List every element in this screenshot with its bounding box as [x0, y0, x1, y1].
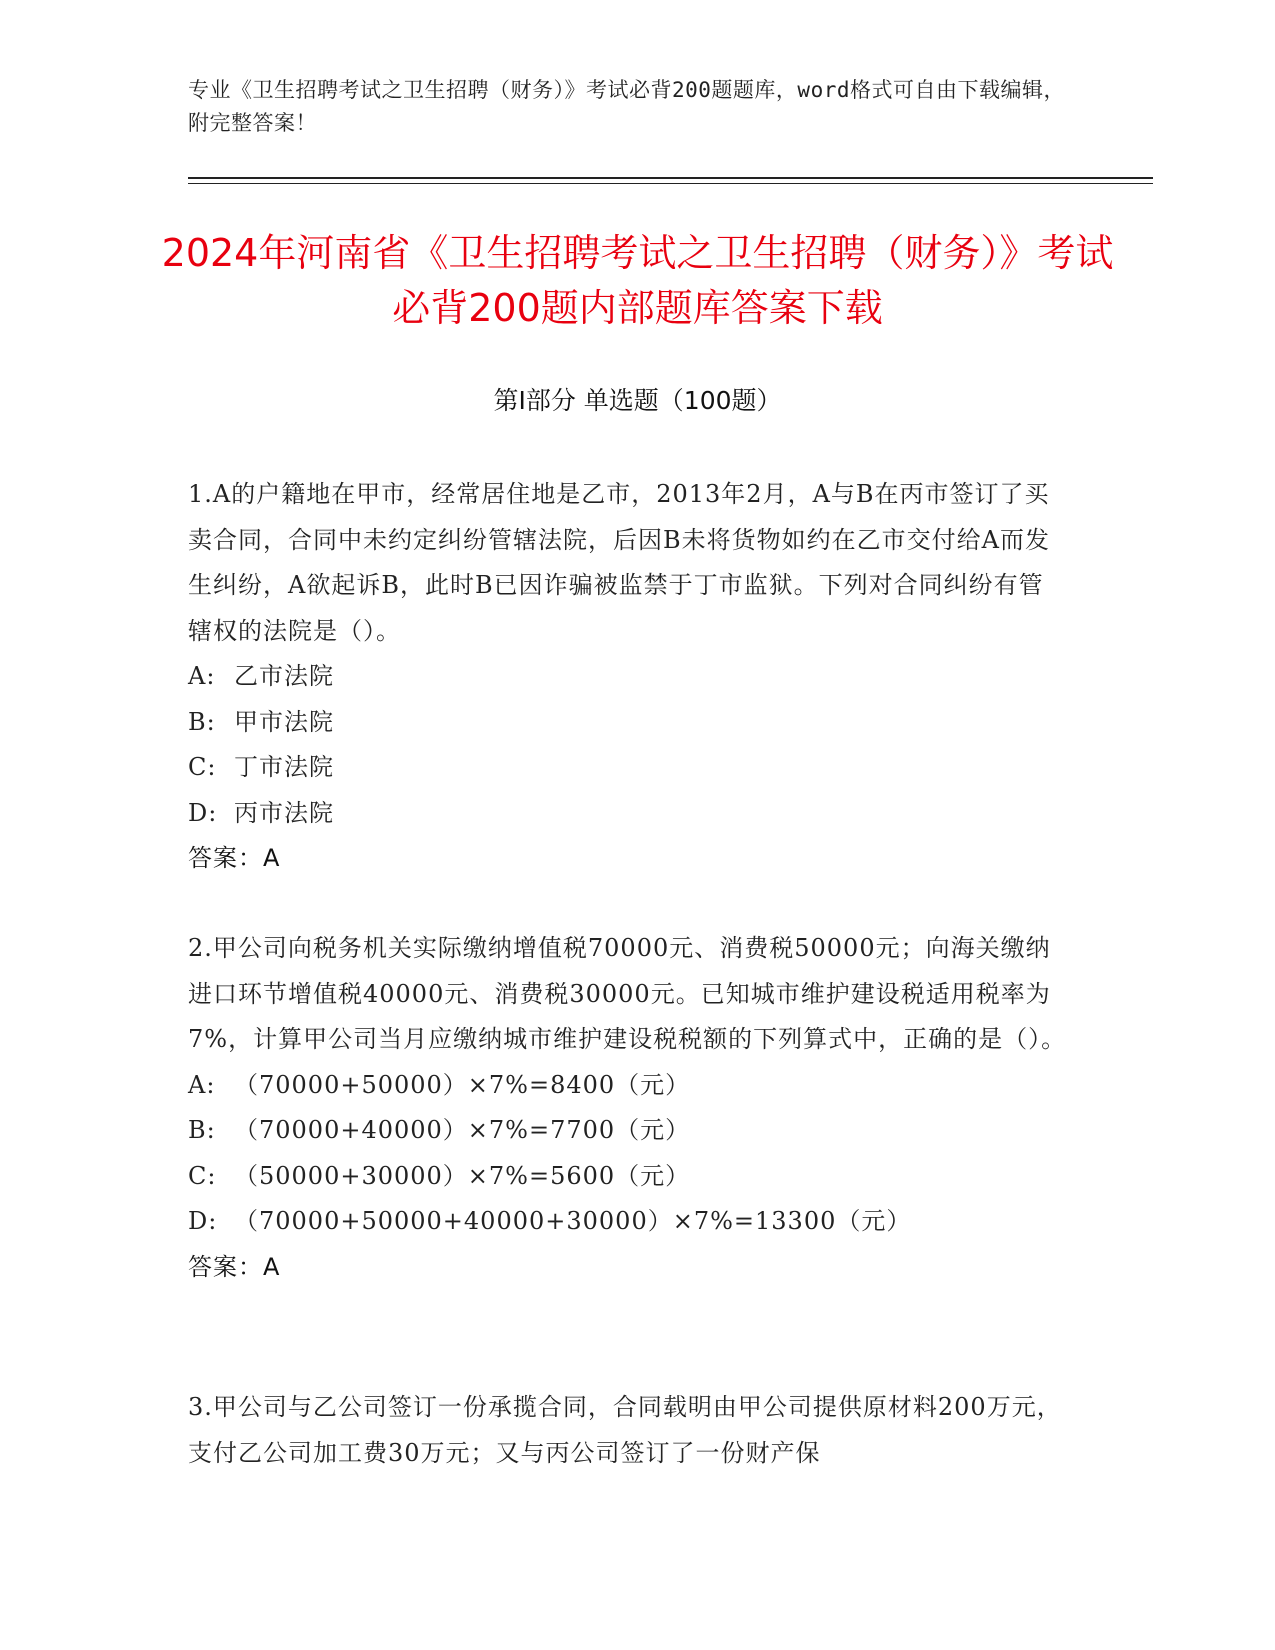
question-stem: 1.A的户籍地在甲市，经常居住地是乙市，2013年2月，A与B在丙市签订了买卖合同，合同中未约定纠纷管辖法院，后因B未将货物如约在乙市交付给A而发生纠纷，A欲起诉B，此时B已因诈骗被监禁于丁市监狱。下列对合同纠纷有管辖权的法院是（）。: [188, 480, 1050, 645]
option-text: 甲市法院: [234, 707, 334, 736]
option-text: （70000+50000）×7%=8400（元）: [234, 1070, 691, 1099]
question-stem: 3.甲公司与乙公司签订一份承揽合同，合同载明由甲公司提供原材料200万元，支付乙公司加工费30万元；又与丙公司签订了一份财产保: [188, 1393, 1062, 1467]
option-key: B:: [188, 707, 216, 736]
option-key: C:: [188, 1161, 217, 1190]
option-key: C:: [188, 753, 217, 781]
section-title: 第Ⅰ部分 单选题（100题）: [493, 386, 782, 415]
option-key: D:: [188, 1207, 218, 1235]
option-key: B:: [188, 1116, 216, 1144]
header-divider-thin: [188, 183, 1153, 184]
option-text: （50000+30000）×7%=5600（元）: [234, 1161, 691, 1190]
option-key: A:: [188, 662, 216, 690]
question-2: [188, 926, 1068, 1290]
option-b: [188, 1108, 1068, 1154]
option-text: （70000+40000）×7%=7700（元）: [234, 1116, 691, 1144]
question-stem: 2.甲公司向税务机关实际缴纳增值税70000元、消费税50000元；向海关缴纳进口环节增值税40000元、消费税30000元。已知城市维护建设税适用税率为7%，计算甲公司当月应缴纳城市维护建设税税额的下列算式中，正确的是（）。: [188, 934, 1067, 1053]
option-d: [188, 791, 1068, 837]
answer-line: 答案：A: [188, 844, 281, 872]
header-divider-thick: [188, 177, 1153, 179]
option-a: [188, 1063, 1068, 1109]
option-c: [188, 745, 1068, 791]
option-text: 丁市法院: [234, 753, 334, 781]
header-note: 专业《卫生招聘考试之卫生招聘（财务）》考试必背200题题库，word格式可自由下载编辑，附完整答案！: [188, 78, 1065, 135]
option-b: [188, 700, 1068, 746]
option-key: A:: [188, 1070, 216, 1099]
question-3: [188, 1385, 1068, 1476]
option-text: （70000+50000+40000+30000）×7%=13300（元）: [234, 1207, 912, 1235]
question-1: [188, 472, 1068, 882]
option-d: [188, 1199, 1068, 1245]
option-c: [188, 1154, 1068, 1200]
option-text: 丙市法院: [234, 798, 334, 827]
option-key: D:: [188, 798, 218, 827]
document-title: 2024年河南省《卫生招聘考试之卫生招聘（财务）》考试必背200题内部题库答案下载: [161, 231, 1114, 330]
option-a: [188, 654, 1068, 700]
answer-line: 答案：A: [188, 1252, 281, 1281]
option-text: 乙市法院: [234, 662, 334, 690]
